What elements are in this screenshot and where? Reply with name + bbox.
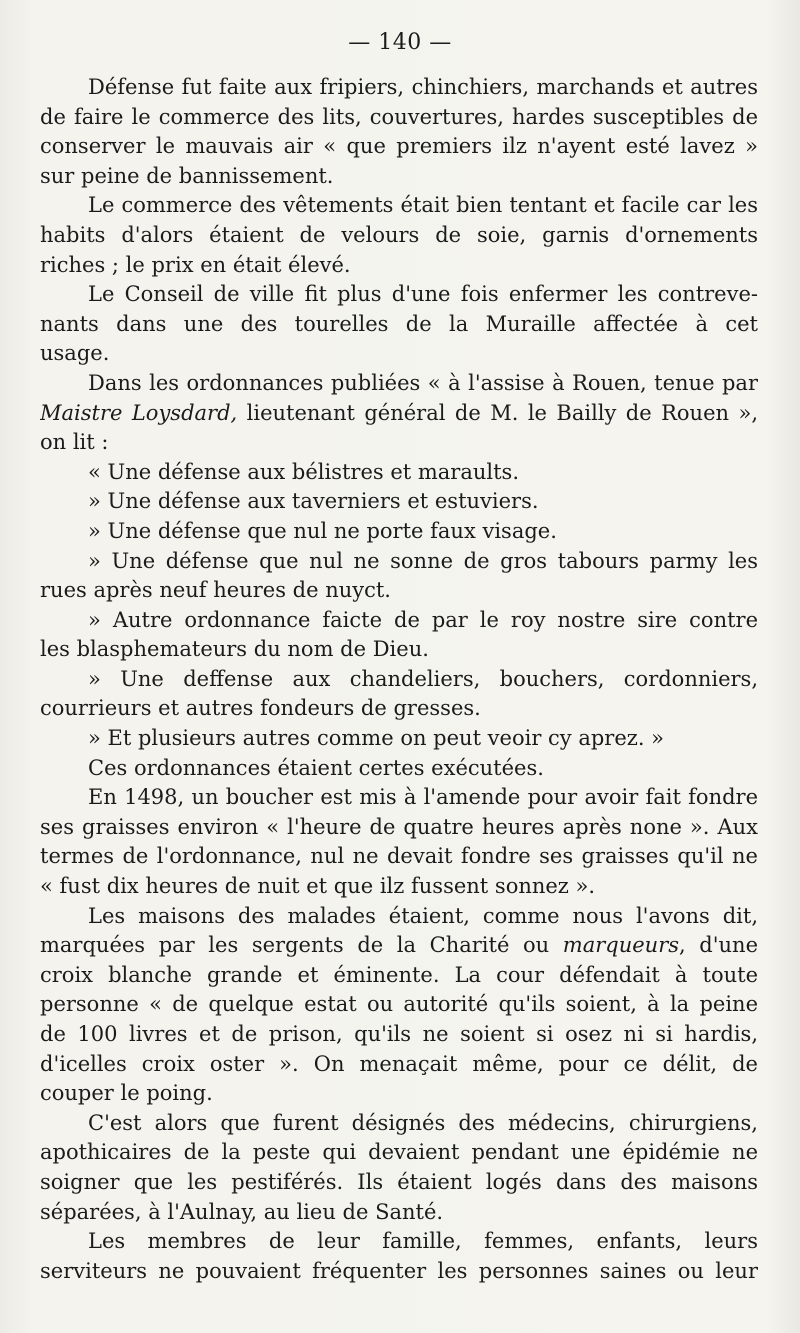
text-line bbox=[40, 576, 758, 606]
body-text bbox=[40, 73, 758, 1286]
line-text: Les maisons des malades étaient, comme nous l'avons dit, bbox=[88, 903, 758, 928]
text-line bbox=[40, 162, 758, 192]
line-text: termes de l'ordonnance, nul ne devait fondre ses graisses qu'il ne bbox=[40, 844, 758, 869]
page-number: — 140 — bbox=[348, 30, 452, 55]
text-line bbox=[40, 694, 758, 724]
line-text: Dans les ordonnances publiées « à l'assise à Rouen, tenue par bbox=[88, 370, 758, 395]
text-line bbox=[40, 103, 758, 133]
line-text: Le commerce des vêtements était bien tentant et facile car les bbox=[88, 193, 758, 218]
text-line bbox=[40, 961, 758, 991]
text-line bbox=[40, 1168, 758, 1198]
text-line bbox=[40, 635, 758, 665]
line-text: nants dans une des tourelles de la Muraille affectée à cet bbox=[40, 311, 758, 336]
line-text: » Une défense que nul ne porte faux visage. bbox=[88, 518, 557, 543]
line-text: rues après neuf heures de nuyct. bbox=[40, 578, 391, 603]
line-text: les blasphemateurs du nom de Dieu. bbox=[40, 637, 429, 662]
text-line bbox=[40, 73, 758, 103]
text-line bbox=[40, 517, 758, 547]
text-line bbox=[40, 280, 758, 310]
text-line bbox=[40, 132, 758, 162]
line-text: , d'une bbox=[679, 933, 758, 958]
text-line bbox=[40, 428, 758, 458]
line-text: courrieurs et autres fondeurs de gresses. bbox=[40, 696, 481, 721]
line-text: conserver le mauvais air « que premiers ilz n'ayent esté lavez » bbox=[40, 134, 758, 159]
line-text: marquées par les sergents de la Charité ou bbox=[40, 933, 563, 958]
text-line bbox=[40, 990, 758, 1020]
line-text: usage. bbox=[40, 341, 110, 366]
text-line bbox=[40, 547, 758, 577]
line-text: personne « de quelque estat ou autorité qu'ils soient, à la peine bbox=[40, 992, 758, 1017]
text-line bbox=[40, 665, 758, 695]
italic-text: marqueurs bbox=[562, 933, 680, 958]
line-text: riches ; le prix en était élevé. bbox=[40, 252, 351, 277]
text-line bbox=[40, 1227, 758, 1257]
text-line bbox=[40, 783, 758, 813]
line-text: sur peine de bannissement. bbox=[40, 163, 334, 188]
text-line bbox=[40, 813, 758, 843]
line-text: on lit : bbox=[40, 430, 109, 455]
line-text: C'est alors que furent désignés des médecins, chirurgiens, bbox=[88, 1110, 758, 1135]
text-line bbox=[40, 606, 758, 636]
line-text: ses graisses environ « l'heure de quatre heures après none ». Aux bbox=[40, 814, 758, 839]
text-line bbox=[40, 1079, 758, 1109]
text-line bbox=[40, 399, 758, 429]
text-line bbox=[40, 902, 758, 932]
line-text: » Autre ordonnance faicte de par le roy nostre sire contre bbox=[88, 607, 758, 632]
line-text: En 1498, un boucher est mis à l'amende pour avoir fait fondre bbox=[88, 785, 758, 810]
text-line bbox=[40, 369, 758, 399]
line-text: séparées, à l'Aulnay, au lieu de Santé. bbox=[40, 1199, 444, 1224]
line-text: « Une défense aux bélistres et maraults. bbox=[88, 459, 519, 484]
text-line bbox=[40, 251, 758, 281]
line-text: lieutenant général de M. le Bailly de Rouen », bbox=[237, 400, 758, 425]
line-text: couper le poing. bbox=[40, 1081, 213, 1106]
text-line bbox=[40, 1109, 758, 1139]
text-line bbox=[40, 221, 758, 251]
line-text: apothicaires de la peste qui devaient pendant une épidémie ne bbox=[40, 1140, 758, 1165]
text-line bbox=[40, 487, 758, 517]
text-line bbox=[40, 1138, 758, 1168]
line-text: soigner que les pestiférés. Ils étaient logés dans des maisons bbox=[40, 1169, 758, 1194]
text-line bbox=[40, 339, 758, 369]
text-line bbox=[40, 724, 758, 754]
line-text: » Une défense aux taverniers et estuviers. bbox=[88, 489, 539, 514]
text-line bbox=[40, 1257, 758, 1287]
line-text: « fust dix heures de nuit et que ilz fussent sonnez ». bbox=[40, 874, 596, 899]
line-text: habits d'alors étaient de velours de soie, garnis d'ornements bbox=[40, 222, 758, 247]
line-text: » Une deffense aux chandeliers, bouchers, cordonniers, bbox=[88, 666, 758, 691]
line-text: de 100 livres et de prison, qu'ils ne soient si osez ni si hardis, bbox=[40, 1022, 758, 1046]
text-line bbox=[40, 458, 758, 488]
italic-text: Maistre Loysdard, bbox=[40, 400, 238, 425]
line-text: Ces ordonnances étaient certes exécutées. bbox=[88, 755, 544, 780]
text-line bbox=[40, 1020, 758, 1050]
line-text: Défense fut faite aux fripiers, chinchiers, marchands et autres bbox=[88, 75, 758, 99]
text-line bbox=[40, 931, 758, 961]
text-line bbox=[40, 191, 758, 221]
line-text: croix blanche grande et éminente. La cour défendait à toute bbox=[40, 962, 758, 987]
text-line bbox=[40, 842, 758, 872]
text-line bbox=[40, 754, 758, 784]
text-line bbox=[40, 310, 758, 340]
line-text: Le Conseil de ville fit plus d'une fois enfermer les contreve- bbox=[88, 282, 758, 307]
text-line bbox=[40, 872, 758, 902]
line-text: » Et plusieurs autres comme on peut veoir cy aprez. » bbox=[88, 726, 665, 751]
line-text: de faire le commerce des lits, couvertures, hardes susceptibles de bbox=[40, 104, 758, 129]
line-text: d'icelles croix oster ». On menaçait même, pour ce délit, de bbox=[40, 1051, 758, 1076]
line-text: serviteurs ne pouvaient fréquenter les personnes saines ou leur bbox=[40, 1258, 758, 1283]
text-line bbox=[40, 1050, 758, 1080]
line-text: » Une défense que nul ne sonne de gros tabours parmy les bbox=[88, 548, 758, 573]
line-text: Les membres de leur famille, femmes, enfants, leurs bbox=[88, 1229, 758, 1254]
text-line bbox=[40, 1198, 758, 1228]
